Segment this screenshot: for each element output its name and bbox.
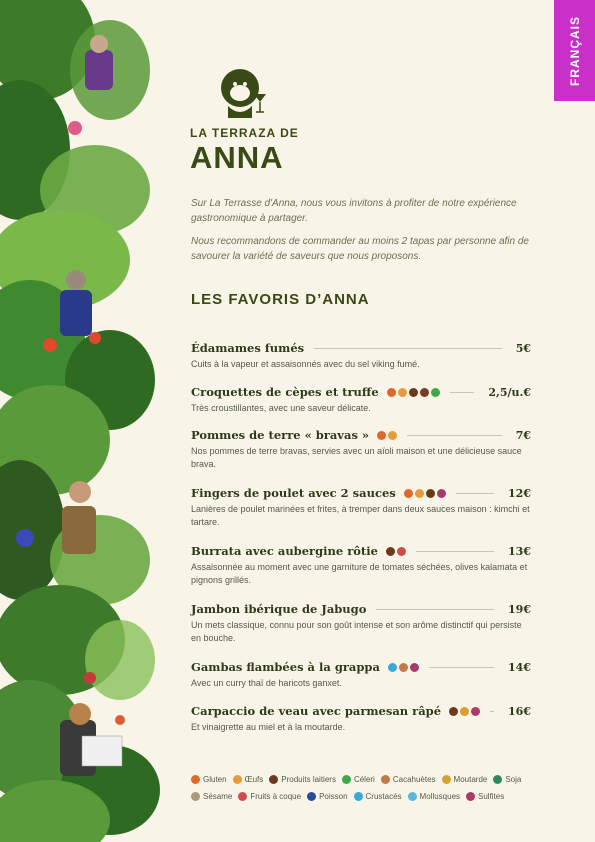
legend-item-soy: Soja bbox=[493, 775, 521, 784]
allergen-icon bbox=[388, 431, 397, 440]
dish-price: 12€ bbox=[508, 486, 531, 500]
dish-name: Croquettes de cèpes et truffe bbox=[191, 385, 379, 399]
dairy-icon bbox=[269, 775, 278, 784]
legend-item-molluscs: Mollusques bbox=[408, 792, 460, 801]
allergen-icon bbox=[415, 489, 424, 498]
dish-name: Fingers de poulet avec 2 sauces bbox=[191, 486, 396, 500]
legend-item-celery: Céleri bbox=[342, 775, 375, 784]
section-title: LES FAVORIS D’ANNA bbox=[191, 291, 370, 308]
allergen-icons bbox=[388, 663, 419, 672]
allergen-icon bbox=[426, 489, 435, 498]
dish-description: Assaisonnée au moment avec une garniture de tomates séchées, olives kalamata et pignons grillés. bbox=[191, 562, 528, 585]
menu-item bbox=[191, 484, 531, 529]
menu-item bbox=[191, 658, 531, 690]
language-tab[interactable] bbox=[554, 0, 595, 101]
allergen-icon bbox=[404, 489, 413, 498]
dish-price: 7€ bbox=[515, 428, 531, 442]
allergen-icons bbox=[387, 388, 440, 397]
dish-name: Burrata avec aubergine rôtie bbox=[191, 544, 378, 558]
legend-item-sulphites: Sulfites bbox=[466, 792, 504, 801]
allergen-icon bbox=[409, 388, 418, 397]
allergen-icons bbox=[449, 707, 480, 716]
language-label: FRANÇAIS bbox=[567, 15, 582, 86]
dish-description: Nos pommes de terre bravas, servies avec un aïoli maison et une délicieuse sauce brava. bbox=[191, 446, 522, 469]
allergen-icon bbox=[388, 663, 397, 672]
allergen-icon bbox=[398, 388, 407, 397]
logo-line1: LA TERRAZA DE bbox=[190, 126, 299, 140]
allergen-icon bbox=[399, 663, 408, 672]
dish-name: Pommes de terre « bravas » bbox=[191, 428, 370, 442]
legend-row bbox=[191, 775, 541, 784]
dish-description: Avec un curry thaï de haricots ganxet. bbox=[191, 678, 342, 688]
allergen-icon bbox=[420, 388, 429, 397]
fish-icon bbox=[307, 792, 316, 801]
dish-price: 14€ bbox=[508, 660, 531, 674]
dish-price: 5€ bbox=[515, 341, 531, 355]
allergen-icons bbox=[404, 489, 446, 498]
dish-price: 16€ bbox=[508, 704, 531, 718]
allergen-icon bbox=[387, 388, 396, 397]
allergen-icon bbox=[460, 707, 469, 716]
legend-item-sesame: Sésame bbox=[191, 792, 232, 801]
legend-item-crustaceans: Crustacés bbox=[354, 792, 402, 801]
jungle-illustration bbox=[0, 0, 160, 842]
legend-item-fish: Poisson bbox=[307, 792, 347, 801]
legend-item-mustard: Moutarde bbox=[442, 775, 488, 784]
allergen-icon bbox=[410, 663, 419, 672]
dish-name: Gambas flambées à la grappa bbox=[191, 660, 380, 674]
allergen-icon bbox=[397, 547, 406, 556]
menu-item bbox=[191, 426, 531, 471]
dish-name: Édamames fumés bbox=[191, 341, 305, 355]
peanuts-icon bbox=[381, 775, 390, 784]
legend-item-peanuts: Cacahuètes bbox=[381, 775, 436, 784]
menu-item bbox=[191, 702, 531, 734]
eggs-icon bbox=[233, 775, 242, 784]
allergen-icon bbox=[437, 489, 446, 498]
mustard-icon bbox=[442, 775, 451, 784]
dish-description: Lanières de poulet marinées et frites, à tremper dans deux sauces maison : kimchi et tartare. bbox=[191, 504, 530, 527]
legend-item-gluten: Gluten bbox=[191, 775, 227, 784]
gluten-icon bbox=[191, 775, 200, 784]
menu-item bbox=[191, 542, 531, 587]
sulphites-icon bbox=[466, 792, 475, 801]
allergen-icons bbox=[377, 431, 397, 440]
allergen-icon bbox=[471, 707, 480, 716]
dish-description: Et vinaigrette au miel et à la moutarde. bbox=[191, 722, 346, 732]
nuts-icon bbox=[238, 792, 247, 801]
legend-item-eggs: Œufs bbox=[233, 775, 264, 784]
allergen-icon bbox=[386, 547, 395, 556]
allergen-icon bbox=[449, 707, 458, 716]
logo-line2: ANNA bbox=[190, 140, 284, 175]
dish-price: 19€ bbox=[508, 602, 531, 616]
dish-name: Jambon ibérique de Jabugo bbox=[191, 602, 367, 616]
allergen-icon bbox=[377, 431, 386, 440]
crustaceans-icon bbox=[354, 792, 363, 801]
dish-description: Cuits à la vapeur et assaisonnés avec du sel viking fumé. bbox=[191, 359, 420, 369]
legend-item-nuts: Fruits à coque bbox=[238, 792, 301, 801]
sesame-icon bbox=[191, 792, 200, 801]
celery-icon bbox=[342, 775, 351, 784]
dish-name: Carpaccio de veau avec parmesan râpé bbox=[191, 704, 442, 718]
dish-price: 13€ bbox=[508, 544, 531, 558]
intro-paragraph-1: Sur La Terrasse d'Anna, nous vous invitons à profiter de notre expérience gastronomique à partager. bbox=[191, 198, 517, 224]
monkey-cocktail-logo-icon bbox=[218, 64, 268, 118]
allergen-icon bbox=[431, 388, 440, 397]
molluscs-icon bbox=[408, 792, 417, 801]
soy-icon bbox=[493, 775, 502, 784]
allergen-icons bbox=[386, 547, 406, 556]
dish-description: Très croustillantes, avec une saveur délicate. bbox=[191, 403, 371, 413]
allergen-legend bbox=[191, 775, 541, 809]
dish-price: 2,5/u.€ bbox=[488, 385, 531, 399]
menu-item bbox=[191, 339, 531, 371]
legend-row bbox=[191, 792, 541, 801]
menu-item bbox=[191, 383, 531, 415]
menu-item bbox=[191, 600, 531, 645]
intro-paragraph-2: Nous recommandons de commander au moins 2 tapas par personne afin de savourer la variété de saveurs que nous proposons. bbox=[191, 236, 529, 262]
dish-description: Un mets classique, connu pour son goût intense et son arôme distinctif qui persiste en bouche. bbox=[191, 620, 522, 643]
legend-item-dairy: Produits laitiers bbox=[269, 775, 336, 784]
